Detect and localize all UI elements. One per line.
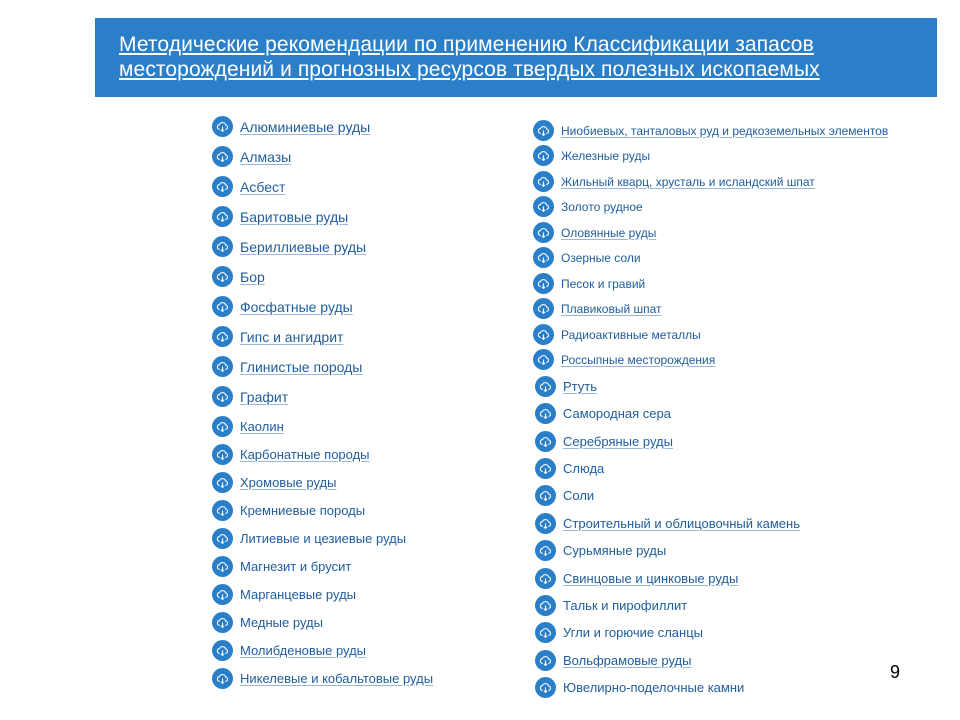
item-label[interactable]: Строительный и облицовочный камень [563,516,800,531]
cloud-download-icon[interactable] [535,595,556,616]
cloud-download-icon[interactable] [535,458,556,479]
left-list-item[interactable] [212,584,356,605]
right-list-item[interactable] [535,677,744,698]
item-label[interactable]: Баритовые руды [240,208,349,225]
right-list-item[interactable] [535,540,666,561]
cloud-download-icon[interactable] [533,171,554,192]
left-list-item[interactable] [212,444,370,465]
cloud-download-icon[interactable] [535,485,556,506]
item-label[interactable]: Медные руды [240,615,323,630]
left-list-item[interactable] [212,146,291,167]
header-banner [95,18,937,97]
item-label[interactable]: Хромовые руды [240,475,337,490]
right-list-item[interactable] [535,595,687,616]
left-list-item[interactable] [212,668,433,689]
cloud-download-icon[interactable] [533,222,554,243]
cloud-download-icon[interactable] [212,176,233,197]
item-label[interactable]: Карбонатные породы [240,447,370,462]
left-list-item[interactable] [212,206,348,227]
right-list-item[interactable] [533,145,650,166]
item-label[interactable]: Марганцевые руды [240,587,357,602]
cloud-download-icon[interactable] [535,650,556,671]
left-list-item[interactable] [212,296,353,317]
cloud-download-icon[interactable] [212,528,233,549]
title-line-2[interactable]: месторождений и прогнозных ресурсов твердых полезных ископаемых [119,58,820,81]
cloud-download-icon[interactable] [212,584,233,605]
left-list-item[interactable] [212,176,285,197]
item-label[interactable]: Асбест [240,178,286,195]
item-label[interactable]: Песок и гравий [561,276,646,291]
cloud-download-icon[interactable] [533,247,554,268]
right-list-item[interactable] [533,171,815,192]
left-list-item[interactable] [212,416,284,437]
cloud-download-icon[interactable] [533,273,554,294]
item-label[interactable]: Соли [563,488,595,503]
right-list-item[interactable] [535,458,604,479]
item-label[interactable]: Серебряные руды [563,434,673,449]
item-label[interactable]: Угли и горючие сланцы [563,625,704,640]
left-list-item[interactable] [212,556,351,577]
cloud-download-icon[interactable] [533,145,554,166]
item-label[interactable]: Кремниевые породы [240,503,366,518]
cloud-download-icon[interactable] [212,556,233,577]
item-label[interactable]: Магнезит и брусит [240,559,352,574]
right-list-item[interactable] [535,622,703,643]
right-list-item[interactable] [533,120,888,141]
right-list-item[interactable] [535,650,691,671]
item-label[interactable]: Железные руды [561,148,651,163]
left-list-item[interactable] [212,640,366,661]
item-label[interactable]: Глинистые породы [240,358,363,375]
cloud-download-icon[interactable] [212,668,233,689]
right-list-item[interactable] [533,222,656,243]
right-list-item[interactable] [533,273,645,294]
left-list-item[interactable] [212,326,343,347]
left-list-item[interactable] [212,528,406,549]
item-label[interactable]: Тальк и пирофиллит [563,598,688,613]
item-label[interactable]: Фосфатные руды [240,298,353,315]
item-label[interactable]: Ртуть [563,379,597,394]
item-label[interactable]: Оловянные руды [561,225,657,240]
right-list-item[interactable] [533,247,641,268]
item-label[interactable]: Алмазы [240,148,292,165]
left-list-item[interactable] [212,356,362,377]
cloud-download-icon[interactable] [212,236,233,257]
item-label[interactable]: Бор [240,268,265,285]
left-list-item[interactable] [212,116,370,137]
cloud-download-icon[interactable] [212,444,233,465]
item-label[interactable]: Плавиковый шпат [561,301,662,316]
right-list-item[interactable] [533,349,715,370]
left-list-item[interactable] [212,236,366,257]
item-label[interactable]: Никелевые и кобальтовые руды [240,671,434,686]
item-label[interactable]: Молибденовые руды [240,643,367,658]
cloud-download-icon[interactable] [212,116,233,137]
item-label[interactable]: Графит [240,388,289,405]
title-line-1[interactable]: Методические рекомендации по применению Классификации запасов [119,33,814,56]
cloud-download-icon[interactable] [535,513,556,534]
right-list-item[interactable] [535,485,594,506]
cloud-download-icon[interactable] [533,196,554,217]
item-label[interactable]: Радиоактивные металлы [561,327,701,342]
cloud-download-icon[interactable] [212,640,233,661]
cloud-download-icon[interactable] [535,622,556,643]
item-label[interactable]: Озерные соли [561,250,641,265]
cloud-download-icon[interactable] [212,386,233,407]
cloud-download-icon[interactable] [535,568,556,589]
right-list-item[interactable] [535,513,800,534]
item-label[interactable]: Золото рудное [561,199,643,214]
right-list-item[interactable] [533,196,643,217]
left-list-item[interactable] [212,612,323,633]
item-label[interactable]: Гипс и ангидрит [240,328,344,345]
cloud-download-icon[interactable] [212,266,233,287]
cloud-download-icon[interactable] [535,540,556,561]
left-list-item[interactable] [212,500,365,521]
cloud-download-icon[interactable] [533,298,554,319]
item-label[interactable]: Литиевые и цезиевые руды [240,531,407,546]
cloud-download-icon[interactable] [212,356,233,377]
right-list-item[interactable] [535,431,673,452]
page-title[interactable] [119,32,820,82]
item-label[interactable]: Бериллиевые руды [240,238,367,255]
cloud-download-icon[interactable] [212,206,233,227]
cloud-download-icon[interactable] [212,416,233,437]
right-list-item[interactable] [535,568,738,589]
item-label[interactable]: Жильный кварц, хрусталь и исландский шпат [561,174,815,189]
cloud-download-icon[interactable] [212,472,233,493]
cloud-download-icon[interactable] [212,326,233,347]
cloud-download-icon[interactable] [535,403,556,424]
item-label[interactable]: Ювелирно-поделочные камни [563,680,745,695]
cloud-download-icon[interactable] [535,431,556,452]
cloud-download-icon[interactable] [535,677,556,698]
item-label[interactable]: Сурьмяные руды [563,543,667,558]
right-list-item[interactable] [535,376,597,397]
cloud-download-icon[interactable] [212,612,233,633]
item-label[interactable]: Слюда [563,461,605,476]
right-list-item[interactable] [535,403,671,424]
item-label[interactable]: Ниобиевых, танталовых руд и редкоземельных элементов [561,123,889,138]
cloud-download-icon[interactable] [535,376,556,397]
cloud-download-icon[interactable] [533,120,554,141]
cloud-download-icon[interactable] [212,146,233,167]
item-label[interactable]: Свинцовые и цинковые руды [563,571,739,586]
item-label[interactable]: Вольфрамовые руды [563,653,692,668]
cloud-download-icon[interactable] [212,296,233,317]
cloud-download-icon[interactable] [533,349,554,370]
item-label[interactable]: Каолин [240,419,284,434]
left-list-item[interactable] [212,472,336,493]
item-label[interactable]: Россыпные месторождения [561,352,716,367]
left-list-item[interactable] [212,386,288,407]
right-list-item[interactable] [533,298,662,319]
left-list-item[interactable] [212,266,265,287]
cloud-download-icon[interactable] [533,324,554,345]
item-label[interactable]: Самородная сера [563,406,671,421]
item-label[interactable]: Алюминиевые руды [240,118,371,135]
right-list-item[interactable] [533,324,701,345]
cloud-download-icon[interactable] [212,500,233,521]
page-number: 9 [890,662,901,682]
